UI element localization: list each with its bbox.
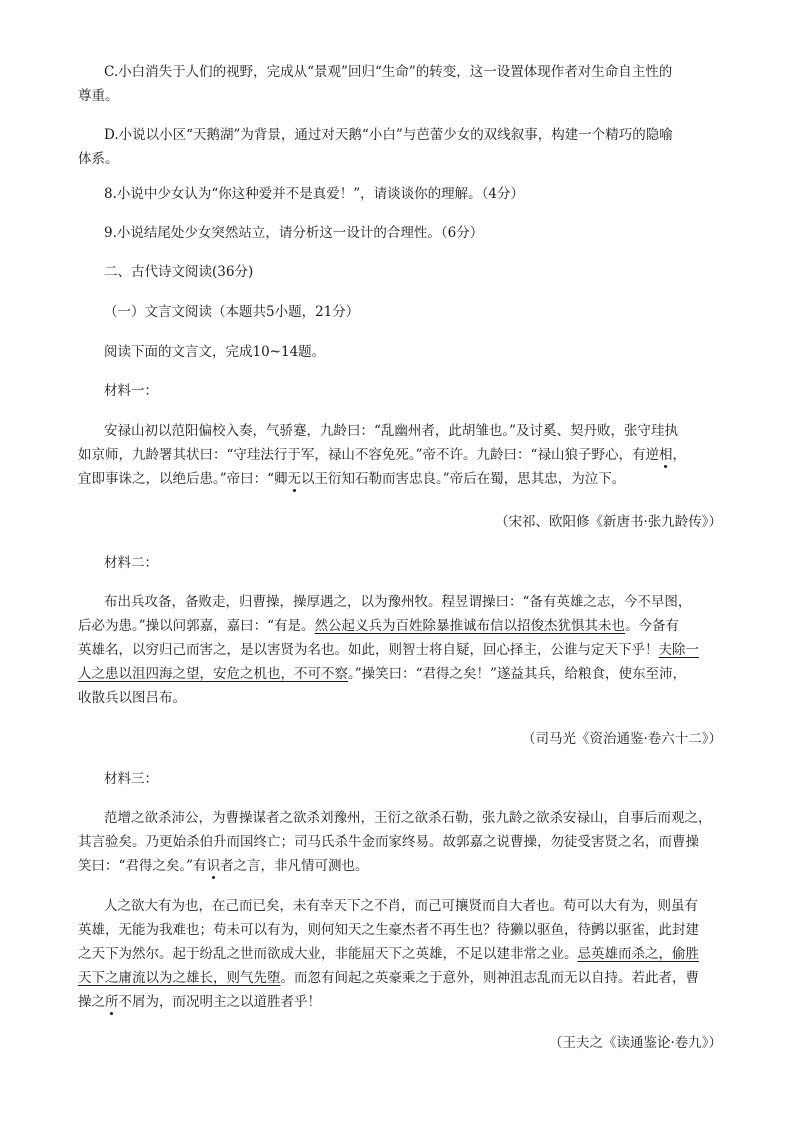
material-3-p2-line-4 [78,968,699,988]
section-heading: 二、古代诗文阅读(36分) [104,264,254,280]
option-d-line-2: 体系。 [78,151,119,167]
emphasis-dot-char: 识 [206,858,221,874]
text-span: 如京师，九龄署其状曰：“守珪法行于军，禄山不容免死。”帝不许。九龄曰：“禄山狼子野心，有逆 [78,447,659,463]
material-2-line-1: 布出兵攻备，备败走，归曹操，操厚遇之，以为豫州牧。程昱谓操曰：“备有英雄之志，今不早图， [104,594,692,610]
text-span: 笑曰：“君得之矣。”有 [78,858,207,874]
text-span: 宜即事诛之，以绝后患。”帝曰：“卿 [78,471,288,487]
material-1-source: （宋祁、欧阳修《新唐书·张九龄传》） [494,514,722,530]
text-span: 。”操笑曰：“君得之矣！”遂益其兵，给粮食，使东至沛， [348,666,686,682]
material-1-line-2 [78,445,686,465]
material-2-line-2 [78,616,679,636]
subsection-heading: （一）文言文阅读（本题共5小题，21分） [104,304,360,320]
material-3-label: 材料三： [104,771,158,787]
reading-instruction: 阅读下面的文言文，完成10~14题。 [104,344,326,360]
underlined-sentence: 然公起义兵为百姓除暴推诚布信以招俊杰犹惧其未也 [314,618,626,634]
material-3-p2-line-2: 英雄，无能为我难也；苟未可以有为，则何知天之生豪杰者不再生也？待獭以驱鱼，待鹯以驱雀，此封建 [78,922,699,938]
material-3-p1-line-3 [78,856,369,876]
text-span: 后必为患。”操以问郭嘉，嘉曰：“有是。 [78,618,315,634]
underlined-sentence: 人之患以沮四海之望，安危之机也，不可不察 [78,666,348,682]
underlined-sentence: 忌英雄而杀之，偷胜 [577,946,699,962]
material-2-source: （司马光《资治通鉴·卷六十二》） [521,731,722,747]
text-span: 。今备有 [625,618,680,634]
underlined-sentence: 夫除一 [658,642,699,658]
material-3-p1-line-2: 其言验矣。乃更始杀伯升而国终亡；司马氏杀牛金而家终易。故郭嘉之说曹操，勿徒受害贤之名，而曹操 [78,834,699,850]
material-1-label: 材料一： [104,383,158,399]
option-c-line-2: 尊重。 [78,88,119,104]
text-span: 操之 [78,994,105,1010]
material-2-line-4 [78,664,686,684]
material-2-label: 材料二： [104,555,158,571]
material-1-line-3 [78,469,625,489]
material-3-p1-line-1: 范增之欲杀沛公，为曹操谋者之欲杀刘豫州，王衍之欲杀石勒，张九龄之欲杀安禄山，自事后而观之， [104,810,712,826]
question-9: 9.小说结尾处少女突然站立，请分析这一设计的合理性。（6分） [104,225,484,241]
question-8: 8.小说中少女认为“你这种爱并不是真爱！”，请谈谈你的理解。（4分） [104,186,525,202]
material-3-source: （王夫之《读通鉴论·卷九》） [548,1035,722,1051]
emphasis-dot-char: 无 [287,471,302,487]
text-span: 者之言，非凡情可测也。 [220,858,369,874]
text-span: ， [672,447,686,463]
emphasis-dot-char: 相 [658,447,673,463]
option-c-line-1: C.小白消失于人们的视野，完成从“景观”回归“生命”的转变，这一设置体现作者对生命自主性的 [104,64,673,80]
text-span: 英雄名，以穷归己而害之，是以害贤为名也。如此，则智士将自疑，回心择主，公谁与定天下乎！ [78,642,659,658]
underlined-sentence: 天下之庸流以为之雄长，则气先堕 [78,970,281,986]
material-2-line-5: 收散兵以图吕布。 [78,690,186,706]
material-1-line-1: 安禄山初以范阳偏校入奏，气骄蹇，九龄曰：“乱幽州者，此胡雏也。”及讨奚、契丹败，张守珪执 [104,423,679,439]
emphasis-dot-char: 所 [105,994,119,1010]
text-span: 不屑为，而况明主之以道胜者乎！ [118,994,321,1010]
text-span: 。而忽有间起之英豪乘之于意外，则神沮志乱而无以自持。若此者，曹 [280,970,699,986]
text-span: 之天下为然尔。起于纷乱之世而欲成大业，非能屈天下之英雄，不足以建非常之业。 [78,946,578,962]
material-3-p2-line-1: 人之欲大有为也，在己而已矣，未有幸天下之不肖，而己可攘贤而自大者也。苟可以大有为，则虽有 [104,898,698,914]
text-span: 以王衍知石勒而害忠良。”帝后在蜀，思其忠，为泣下。 [301,471,626,487]
material-2-line-3 [78,640,699,660]
material-3-p2-line-3 [78,944,699,964]
option-d-line-1: D.小说以小区“天鹅湖”为背景，通过对天鹅“小白”与芭蕾少女的双线叙事，构建一个精巧的隐喻 [104,127,673,143]
material-3-p2-line-5 [78,992,321,1012]
